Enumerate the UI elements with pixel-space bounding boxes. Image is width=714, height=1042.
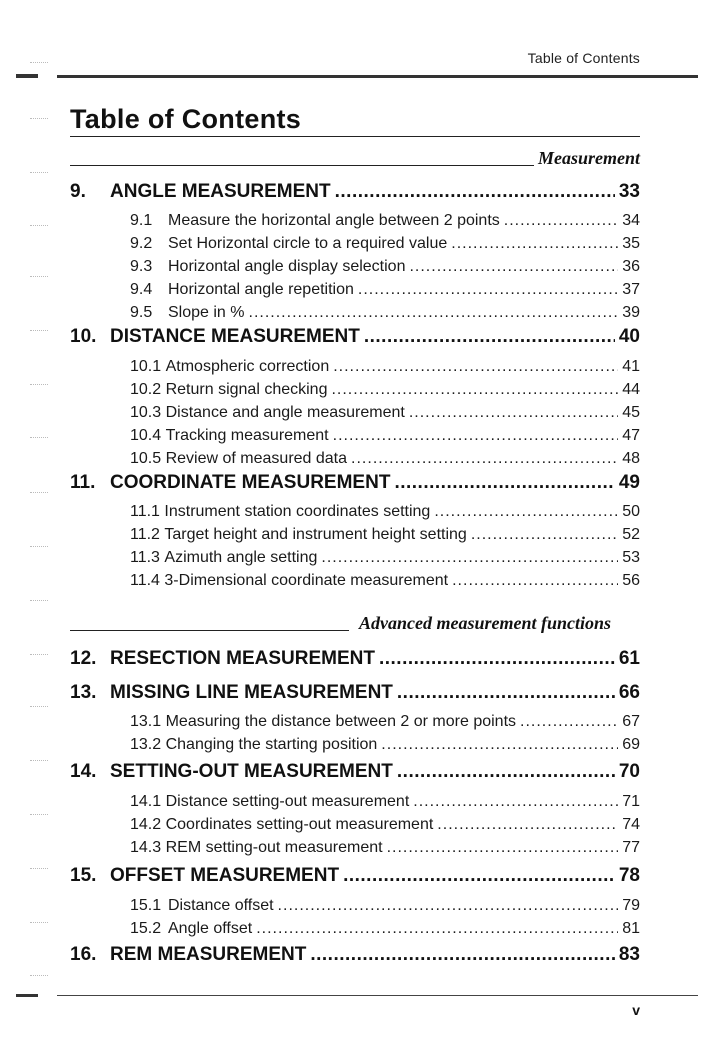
dot-leader xyxy=(381,736,618,754)
title-rule xyxy=(70,136,640,137)
entry-title: Changing the starting position xyxy=(165,736,378,753)
section-label: Advanced measurement functions xyxy=(359,613,612,633)
section-rule xyxy=(70,630,349,631)
entry-title: Review of measured data xyxy=(165,450,348,467)
entry-title: Target height and instrument height setting xyxy=(164,526,467,543)
entry-title: Angle offset xyxy=(168,920,253,937)
page-number: 77 xyxy=(622,839,640,856)
entry-number: 13.1 xyxy=(130,713,162,730)
toc-entry-14-1[interactable] xyxy=(130,793,640,815)
header-rule-stub xyxy=(16,74,38,78)
toc-entry-10-4[interactable] xyxy=(130,427,640,449)
dot-leader xyxy=(321,549,618,567)
section-heading-advanced xyxy=(70,612,640,634)
page-number: 78 xyxy=(618,865,640,886)
chapter-title: REM MEASUREMENT xyxy=(110,944,307,965)
entry-number: 15.2 xyxy=(130,920,162,937)
toc-entry-11-1[interactable] xyxy=(130,503,640,525)
entry-number: 11.4 xyxy=(130,572,160,589)
section-heading-measurement xyxy=(70,147,640,169)
toc-chapter-14[interactable] xyxy=(70,761,640,785)
dot-leader xyxy=(249,304,619,322)
entry-title: 3-Dimensional coordinate measurement xyxy=(164,572,449,589)
entry-title: Horizontal angle repetition xyxy=(168,281,354,298)
toc-entry-11-2[interactable] xyxy=(130,526,640,548)
page-number: 53 xyxy=(622,549,640,566)
footer-rule-stub xyxy=(16,994,38,997)
dot-leader xyxy=(364,326,615,348)
page-number: 45 xyxy=(622,404,640,421)
chapter-number: 13. xyxy=(70,682,97,703)
page-number: 47 xyxy=(622,427,640,444)
entry-number: 14.1 xyxy=(130,793,162,810)
page-number: 67 xyxy=(622,713,640,730)
dot-leader xyxy=(437,816,618,834)
entry-number: 9.1 xyxy=(130,212,153,229)
page-number: 79 xyxy=(622,897,640,914)
toc-entry-10-3[interactable] xyxy=(130,404,640,426)
toc-entry-14-3[interactable] xyxy=(130,839,640,861)
entry-number: 9.3 xyxy=(130,258,153,275)
dot-leader xyxy=(343,865,615,887)
dot-leader xyxy=(471,526,618,544)
header-rule xyxy=(57,75,698,78)
page-number: 61 xyxy=(618,648,640,669)
page-number: 41 xyxy=(622,358,640,375)
chapter-number: 9. xyxy=(70,181,86,202)
page-folio: v xyxy=(632,1002,640,1018)
page-number: 37 xyxy=(622,281,640,298)
chapter-title: ANGLE MEASUREMENT xyxy=(110,181,331,202)
footer-rule xyxy=(57,995,698,996)
toc-entry-9-5[interactable] xyxy=(130,304,640,326)
dot-leader xyxy=(335,181,615,203)
chapter-number: 11. xyxy=(70,472,96,493)
toc-entry-9-3[interactable] xyxy=(130,258,640,280)
entry-number: 14.2 xyxy=(130,816,162,833)
chapter-number: 15. xyxy=(70,865,97,886)
page-number: 52 xyxy=(622,526,640,543)
entry-title: Distance and angle measurement xyxy=(165,404,405,421)
toc-entry-9-1[interactable] xyxy=(130,212,640,234)
dot-leader xyxy=(397,682,615,704)
dot-leader xyxy=(452,572,618,590)
dot-leader xyxy=(451,235,618,253)
page-number: 44 xyxy=(622,381,640,398)
dot-leader xyxy=(278,897,619,915)
toc-chapter-11[interactable] xyxy=(70,472,640,496)
entry-title: Distance setting-out measurement xyxy=(165,793,410,810)
entry-title: Tracking measurement xyxy=(165,427,329,444)
running-header: Table of Contents xyxy=(527,50,640,66)
entry-number: 10.2 xyxy=(130,381,162,398)
dot-leader xyxy=(394,472,614,494)
section-rule xyxy=(70,165,534,166)
toc-entry-9-2[interactable] xyxy=(130,235,640,257)
entry-number: 10.4 xyxy=(130,427,162,444)
entry-title: Distance offset xyxy=(168,897,274,914)
entry-number: 11.3 xyxy=(130,549,160,566)
page-number: 69 xyxy=(622,736,640,753)
toc-entry-10-1[interactable] xyxy=(130,358,640,380)
entry-number: 11.1 xyxy=(130,503,160,520)
chapter-number: 10. xyxy=(70,326,97,347)
page-number: 66 xyxy=(618,682,640,703)
toc-entry-15-1[interactable] xyxy=(130,897,640,919)
dot-leader xyxy=(409,258,618,276)
dot-leader xyxy=(520,713,618,731)
dot-leader xyxy=(413,793,618,811)
toc-chapter-9[interactable] xyxy=(70,181,640,205)
entry-title: Horizontal angle display selection xyxy=(168,258,406,275)
toc-entry-13-2[interactable] xyxy=(130,736,640,758)
page-number: 39 xyxy=(622,304,640,321)
dot-leader xyxy=(434,503,618,521)
page-number: 36 xyxy=(622,258,640,275)
dot-leader xyxy=(379,648,615,670)
page-number: 71 xyxy=(622,793,640,810)
dot-leader xyxy=(256,920,618,938)
toc-entry-15-2[interactable] xyxy=(130,920,640,942)
toc-chapter-12[interactable] xyxy=(70,648,640,672)
entry-title: REM setting-out measurement xyxy=(165,839,383,856)
toc-entry-14-2[interactable] xyxy=(130,816,640,838)
chapter-title: COORDINATE MEASUREMENT xyxy=(110,472,391,493)
dot-leader xyxy=(333,427,619,445)
entry-number: 10.3 xyxy=(130,404,162,421)
page-number: 83 xyxy=(618,944,640,965)
entry-number: 9.5 xyxy=(130,304,153,321)
toc-chapter-10[interactable] xyxy=(70,326,640,350)
entry-number: 11.2 xyxy=(130,526,160,543)
toc-entry-11-4[interactable] xyxy=(130,572,640,594)
dot-leader xyxy=(504,212,618,230)
dot-leader xyxy=(333,358,618,376)
chapter-title: SETTING-OUT MEASUREMENT xyxy=(110,761,393,782)
entry-number: 10.5 xyxy=(130,450,162,467)
entry-title: Measuring the distance between 2 or more points xyxy=(165,713,517,730)
entry-title: Slope in % xyxy=(168,304,245,321)
dot-leader xyxy=(358,281,618,299)
section-label: Measurement xyxy=(537,148,640,168)
toc-chapter-13[interactable] xyxy=(70,682,640,706)
entry-number: 10.1 xyxy=(130,358,162,375)
scan-edge-marks xyxy=(30,0,50,1042)
page-number: 48 xyxy=(622,450,640,467)
page-number: 40 xyxy=(618,326,640,347)
entry-number: 9.4 xyxy=(130,281,153,298)
toc-chapter-15[interactable] xyxy=(70,865,640,889)
dot-leader xyxy=(397,761,615,783)
page-number: 81 xyxy=(622,920,640,937)
dot-leader xyxy=(409,404,618,422)
page-number: 49 xyxy=(618,472,640,493)
entry-title: Instrument station coordinates setting xyxy=(164,503,431,520)
page-number: 35 xyxy=(622,235,640,252)
dot-leader xyxy=(387,839,619,857)
entry-title: Azimuth angle setting xyxy=(164,549,318,566)
toc-entry-11-3[interactable] xyxy=(130,549,640,571)
page-number: 70 xyxy=(618,761,640,782)
toc-entry-9-4[interactable] xyxy=(130,281,640,303)
dot-leader xyxy=(310,944,615,966)
page-number: 74 xyxy=(622,816,640,833)
toc-entry-10-5[interactable] xyxy=(130,450,640,472)
dot-leader xyxy=(331,381,618,399)
entry-number: 9.2 xyxy=(130,235,153,252)
chapter-number: 14. xyxy=(70,761,97,782)
toc-entry-13-1[interactable] xyxy=(130,713,640,735)
chapter-title: DISTANCE MEASUREMENT xyxy=(110,326,360,347)
entry-title: Return signal checking xyxy=(165,381,328,398)
page-number: 56 xyxy=(622,572,640,589)
entry-number: 15.1 xyxy=(130,897,162,914)
chapter-number: 16. xyxy=(70,944,97,965)
chapter-title: RESECTION MEASUREMENT xyxy=(110,648,375,669)
page-number: 50 xyxy=(622,503,640,520)
entry-number: 13.2 xyxy=(130,736,162,753)
chapter-title: OFFSET MEASUREMENT xyxy=(110,865,340,886)
chapter-number: 12. xyxy=(70,648,97,669)
dot-leader xyxy=(351,450,618,468)
entry-title: Set Horizontal circle to a required value xyxy=(168,235,448,252)
entry-title: Measure the horizontal angle between 2 points xyxy=(168,212,500,229)
page-title: Table of Contents xyxy=(70,104,302,134)
chapter-title: MISSING LINE MEASUREMENT xyxy=(110,682,393,703)
entry-title: Coordinates setting-out measurement xyxy=(165,816,434,833)
entry-title: Atmospheric correction xyxy=(165,358,330,375)
entry-number: 14.3 xyxy=(130,839,162,856)
page-number: 33 xyxy=(618,181,640,202)
toc-entry-10-2[interactable] xyxy=(130,381,640,403)
toc-chapter-16[interactable] xyxy=(70,944,640,968)
page-number: 34 xyxy=(622,212,640,229)
